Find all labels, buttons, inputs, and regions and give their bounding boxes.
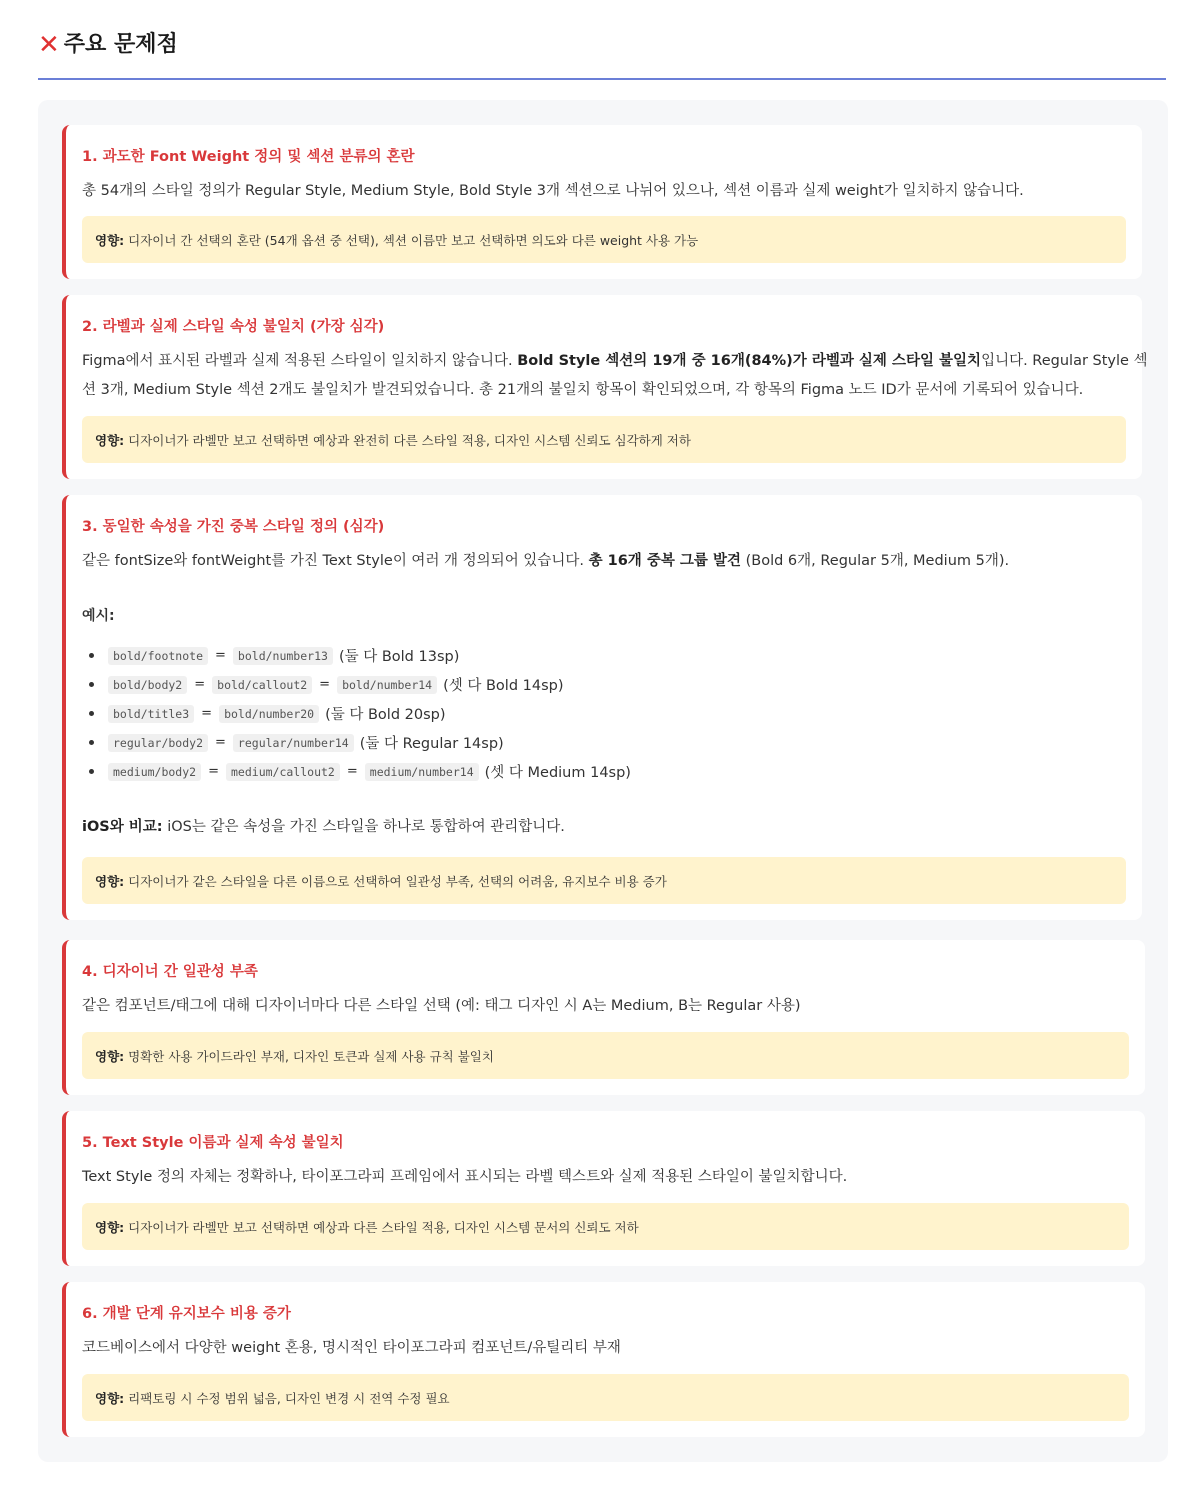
issue-title: 3. 동일한 속성을 가진 중복 스타일 정의 (심각) xyxy=(82,519,385,535)
issue-card-1 xyxy=(62,125,1142,279)
equals-sign: = xyxy=(208,764,219,779)
close-icon: ✕ xyxy=(38,30,60,60)
style-name-code: bold/body2 xyxy=(108,676,187,694)
equals-sign: = xyxy=(194,677,206,692)
issue-title: 5. Text Style 이름과 실제 속성 불일치 xyxy=(82,1135,344,1151)
style-name-code: bold/number20 xyxy=(219,705,319,723)
impact-box xyxy=(82,1374,1129,1421)
style-name-code: regular/number14 xyxy=(233,734,354,752)
example-note: (셋 다 Bold 14sp) xyxy=(443,678,564,694)
issue-title: 6. 개발 단계 유지보수 비용 증가 xyxy=(82,1306,291,1322)
bullet-icon xyxy=(89,769,94,774)
issue-card-2 xyxy=(62,295,1148,479)
section-header xyxy=(38,28,1166,80)
impact-label: 영향: xyxy=(95,1390,125,1406)
bullet-icon xyxy=(89,711,94,716)
desc-text: Figma에서 표시된 라벨과 실제 적용된 스타일이 일치하지 않습니다. xyxy=(82,353,518,369)
style-name-code: medium/number14 xyxy=(365,763,479,781)
style-name-code: bold/callout2 xyxy=(212,676,312,694)
issue-description: Text Style 정의 자체는 정확하나, 타이포그라피 프레임에서 표시되는 라벨 텍스트와 실제 적용된 스타일이 불일치합니다. xyxy=(82,1169,848,1185)
desc-emphasis: Bold Style 섹션의 19개 중 16개(84%)가 라벨과 실제 스타일 불일치 xyxy=(517,353,982,369)
impact-label: 영향: xyxy=(95,232,125,248)
impact-text: 디자이너 간 선택의 혼란 (54개 옵션 중 선택), 섹션 이름만 보고 선택하면 의도와 다른 weight 사용 가능 xyxy=(128,232,699,248)
style-name-code: bold/number14 xyxy=(337,676,437,694)
example-list xyxy=(82,641,631,786)
issue-card-4 xyxy=(62,940,1145,1095)
example-note: (셋 다 Medium 14sp) xyxy=(484,765,631,781)
example-item xyxy=(82,641,631,670)
equals-sign: = xyxy=(201,706,213,721)
equals-sign: = xyxy=(346,764,358,779)
impact-box xyxy=(82,416,1126,463)
impact-text: 디자이너가 라벨만 보고 선택하면 예상과 완전히 다른 스타일 적용, 디자인 시스템 신뢰도 심각하게 저하 xyxy=(128,432,691,448)
equals-sign: = xyxy=(215,648,226,663)
impact-label: 영향: xyxy=(95,873,125,889)
bullet-icon xyxy=(89,682,94,687)
example-item xyxy=(82,728,631,757)
issue-description: 코드베이스에서 다양한 weight 혼용, 명시적인 타이포그라피 컴포넌트/유틸리티 부재 xyxy=(82,1340,621,1356)
section-title: 주요 문제점 xyxy=(63,32,178,57)
issue-title: 1. 과도한 Font Weight 정의 및 섹션 분류의 혼란 xyxy=(82,149,415,165)
issue-title: 2. 라벨과 실제 스타일 속성 불일치 (가장 심각) xyxy=(82,319,385,335)
issue-title: 4. 디자이너 간 일관성 부족 xyxy=(82,964,258,980)
desc-text: (Bold 6개, Regular 5개, Medium 5개). xyxy=(741,553,1010,569)
style-name-code: bold/footnote xyxy=(108,647,208,665)
desc-text: 같은 fontSize와 fontWeight를 가진 Text Style이 여러 개 정의되어 있습니다. xyxy=(82,553,589,569)
example-note: (둘 다 Bold 13sp) xyxy=(338,649,460,665)
impact-box xyxy=(82,216,1126,263)
impact-label: 영향: xyxy=(95,1219,125,1235)
example-item xyxy=(82,670,631,699)
ios-label: iOS와 비교: xyxy=(82,819,163,835)
impact-text: 디자이너가 같은 스타일을 다른 이름으로 선택하여 일관성 부족, 선택의 어려움, 유지보수 비용 증가 xyxy=(128,873,667,889)
impact-box xyxy=(82,1203,1129,1250)
bullet-icon xyxy=(89,653,94,658)
impact-text: 명확한 사용 가이드라인 부재, 디자인 토큰과 실제 사용 규칙 불일치 xyxy=(128,1048,494,1064)
desc-text: 입니다. Regular Style 섹 xyxy=(981,353,1148,369)
issue-description xyxy=(82,347,1148,405)
example-item xyxy=(82,757,631,786)
impact-box xyxy=(82,857,1126,904)
example-title: 예시: xyxy=(82,608,115,624)
issue-description: 같은 컴포넌트/태그에 대해 디자이너마다 다른 스타일 선택 (예: 태그 디자인 시 A는 Medium, B는 Regular 사용) xyxy=(82,998,801,1014)
style-name-code: regular/body2 xyxy=(108,734,208,752)
issue-card-5 xyxy=(62,1111,1145,1266)
example-note: (둘 다 Bold 20sp) xyxy=(325,707,446,723)
bullet-icon xyxy=(89,740,94,745)
issue-card-3 xyxy=(62,495,1142,920)
example-item xyxy=(82,699,631,728)
style-name-code: bold/number13 xyxy=(233,647,333,665)
ios-text: iOS는 같은 속성을 가진 스타일을 하나로 통합하여 관리합니다. xyxy=(162,819,565,835)
impact-text: 디자이너가 라벨만 보고 선택하면 예상과 다른 스타일 적용, 디자인 시스템 문서의 신뢰도 저하 xyxy=(128,1219,639,1235)
equals-sign: = xyxy=(215,735,226,750)
impact-label: 영향: xyxy=(95,432,125,448)
issue-description: 총 54개의 스타일 정의가 Regular Style, Medium Style, Bold Style 3개 섹션으로 나뉘어 있으나, 섹션 이름과 실제 weight가 일치하지 않습니다. xyxy=(82,183,1024,199)
example-note: (둘 다 Regular 14sp) xyxy=(359,736,504,752)
impact-box xyxy=(82,1032,1129,1079)
style-name-code: medium/body2 xyxy=(108,763,201,781)
issue-description xyxy=(82,547,1009,576)
ios-comparison xyxy=(82,815,565,836)
desc-emphasis: 총 16개 중복 그룹 발견 xyxy=(588,553,741,569)
issue-card-6 xyxy=(62,1282,1145,1437)
style-name-code: bold/title3 xyxy=(108,705,194,723)
impact-label: 영향: xyxy=(95,1048,125,1064)
equals-sign: = xyxy=(319,677,331,692)
impact-text: 리팩토링 시 수정 범위 넓음, 디자인 변경 시 전역 수정 필요 xyxy=(128,1390,450,1406)
style-name-code: medium/callout2 xyxy=(226,763,340,781)
desc-text: 션 3개, Medium Style 섹션 2개도 불일치가 발견되었습니다. 총 21개의 불일치 항목이 확인되었으며, 각 항목의 Figma 노드 ID가 문서에 기록되어 있습니다. xyxy=(82,382,1084,398)
